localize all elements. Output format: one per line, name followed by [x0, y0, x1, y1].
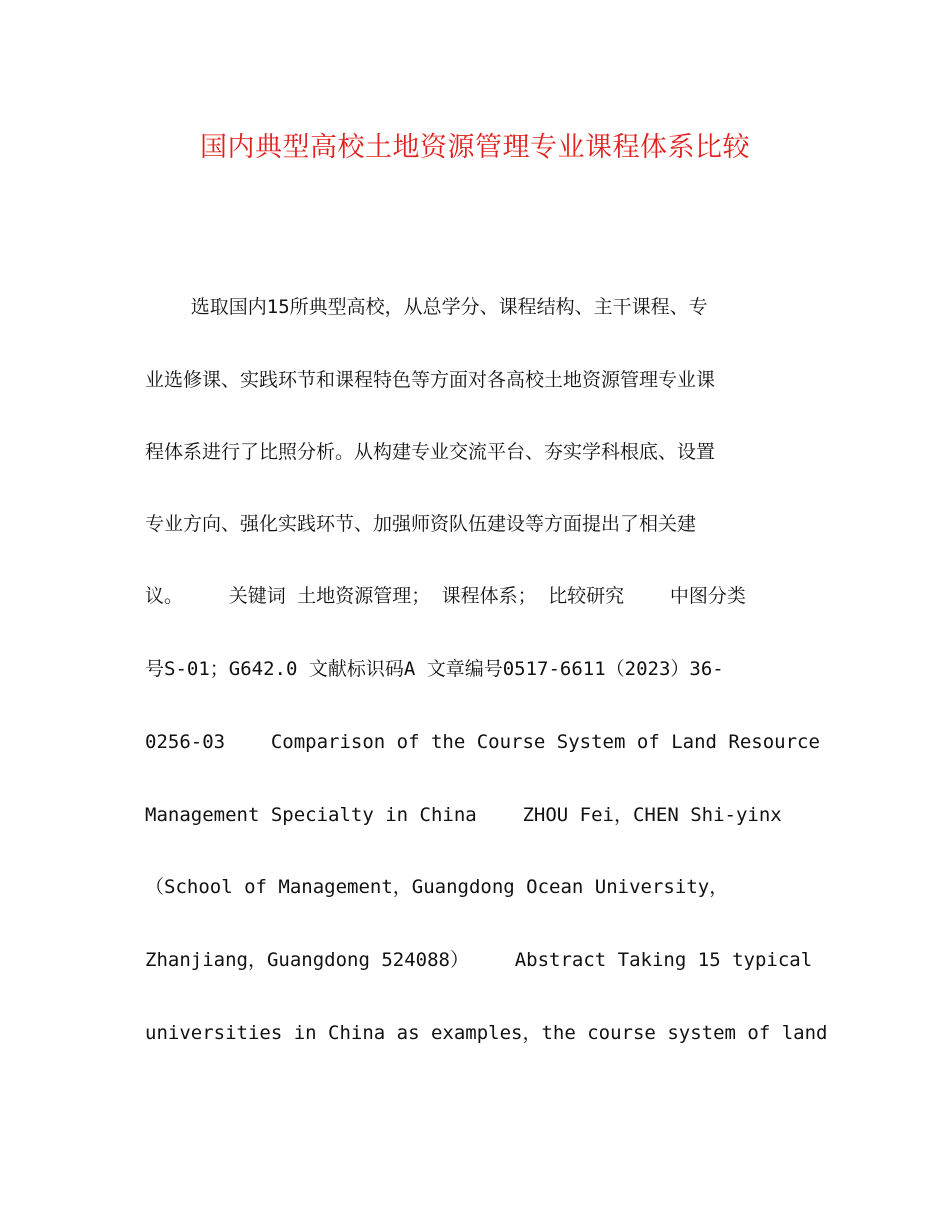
body-line: （School of Management，Guangdong Ocean University，	[145, 876, 729, 898]
document-title: 国内典型高校土地资源管理专业课程体系比较	[200, 132, 750, 163]
body-line: universities in China as examples，the course system of land	[145, 1022, 828, 1044]
body-line: 专业方向、强化实践环节、加强师资队伍建设等方面提出了相关建	[145, 513, 697, 535]
body-line: 议。 关键词 土地资源管理； 课程体系； 比较研究 中图分类	[145, 585, 746, 607]
body-line: Management Specialty in China ZHOU Fei，CHEN Shi-yinx	[145, 804, 782, 826]
body-line: 0256-03 Comparison of the Course System of Land Resource	[145, 731, 820, 753]
body-line: 程体系进行了比照分析。从构建专业交流平台、夯实学科根底、设置	[145, 441, 716, 463]
body-line: Zhanjiang，Guangdong 524088） Abstract Taking 15 typical	[145, 949, 813, 971]
body-line: 业选修课、实践环节和课程特色等方面对各高校土地资源管理专业课	[145, 369, 716, 391]
body-line: 选取国内15所典型高校，从总学分、课程结构、主干课程、专	[145, 296, 708, 318]
body-line: 号S-01；G642.0 文献标识码A 文章编号0517-6611（2023）36-	[145, 658, 724, 680]
